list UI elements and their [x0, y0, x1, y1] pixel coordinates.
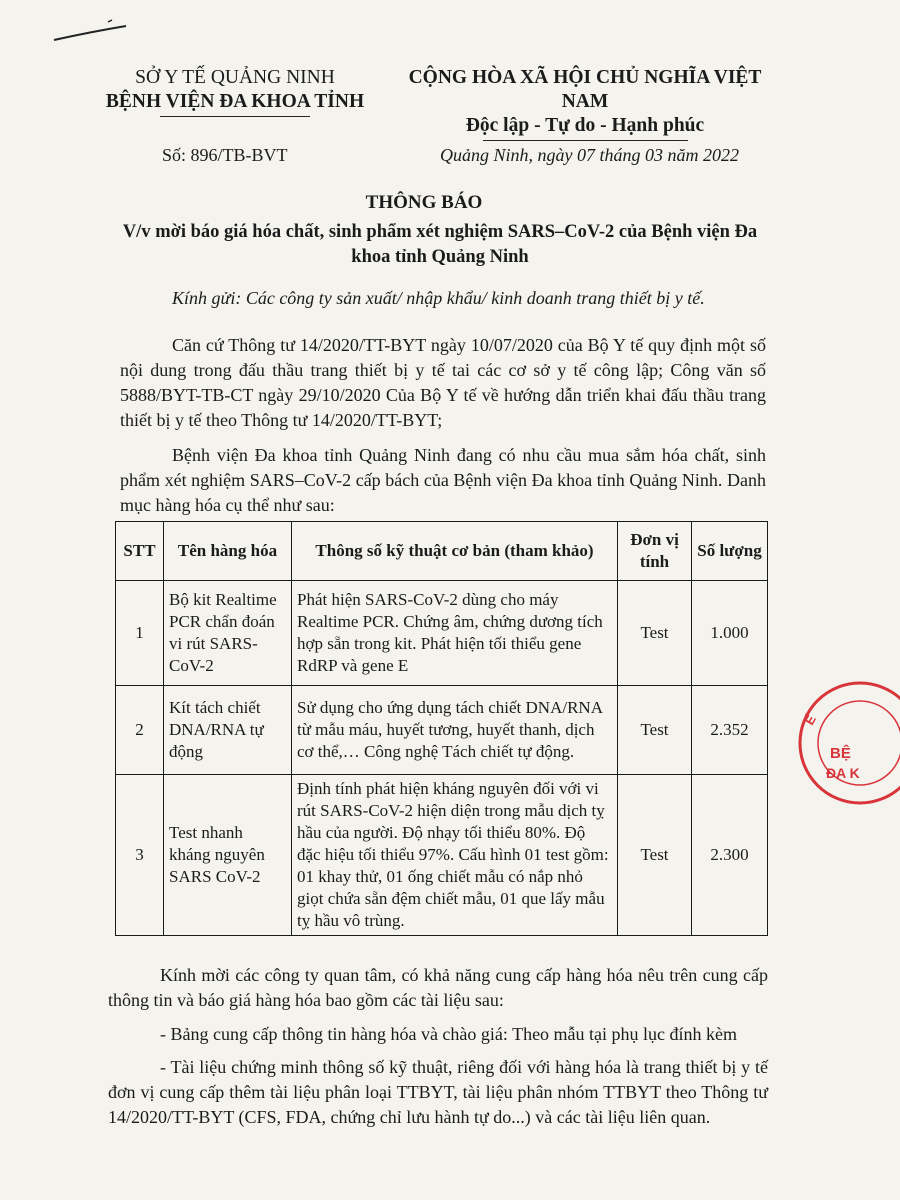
table-row [116, 581, 768, 686]
cell-name: Bộ kit Realtime PCR chẩn đoán vi rút SARS-CoV-2 [164, 581, 292, 686]
pen-mark [50, 18, 130, 48]
cell-qty: 2.352 [692, 686, 768, 775]
cell-qty: 2.300 [692, 775, 768, 936]
legal-basis-paragraph: Căn cứ Thông tư 14/2020/TT-BYT ngày 10/07/2020 của Bộ Y tế quy định một số nội dung trong đấu thầu trang thiết bị y tế tai các cơ sở y tế công lập; Công văn số 5888/BYT-TB-CT ngày 29/10/2020 Của Bộ Y tế về hướng dẫn triển khai đấu thầu trang thiết bị y tế theo Thông tư 14/2020/TT-BYT; [120, 335, 766, 430]
table-row [116, 686, 768, 775]
motto-underline [483, 140, 688, 141]
cell-name: Kít tách chiết DNA/RNA tự động [164, 686, 292, 775]
recipient-line: Kính gửi: Các công ty sản xuất/ nhập khẩu/ kinh doanh trang thiết bị y tế. [172, 288, 705, 308]
national-title: CỘNG HÒA XÃ HỘI CHỦ NGHĨA VIỆT NAM [408, 67, 762, 112]
table-row [116, 775, 768, 936]
header-unit: Đơn vị tính [618, 522, 692, 581]
cell-unit: Test [618, 686, 692, 775]
hospital-seal-stamp [790, 678, 900, 808]
cell-name: Test nhanh kháng nguyên SARS CoV-2 [164, 775, 292, 936]
national-motto: Độc lập - Tự do - Hạnh phúc [465, 115, 705, 136]
invitation-paragraph: Kính mời các công ty quan tâm, có khả năng cung cấp hàng hóa nêu trên cung cấp thông tin và báo giá hàng hóa bao gồm các tài liệu sau: [108, 965, 768, 1010]
table-header-row [116, 522, 768, 581]
svg-text:Ế: Ế [801, 712, 819, 728]
document-title: THÔNG BÁO [365, 192, 483, 213]
header-name: Tên hàng hóa [164, 522, 292, 581]
issuer-underline [160, 116, 310, 117]
header-spec: Thông số kỹ thuật cơ bản (tham khảo) [292, 522, 618, 581]
requirement-item-docs: - Tài liệu chứng minh thông số kỹ thuật, riêng đối với hàng hóa là trang thiết bị y tế đơn vị cung cấp thêm tài liệu phân loại TTBYT, tài liệu phân nhóm TTBYT theo Thông tư 14/2020/TT-BYT (CFS, FDA, chứng chỉ lưu hành tự do...) và các tài liệu liên quan. [108, 1057, 768, 1127]
cell-spec: Định tính phát hiện kháng nguyên đối với vi rút SARS-CoV-2 hiện diện trong mẫu dịch tỵ hầu của người. Độ nhạy tối thiểu 80%. Độ đặc hiệu tối thiểu 97%. Cấu hình 01 test gồm: 01 khay thử, 01 ống chiết mẫu có nắp nhỏ giọt chứa sẵn đệm chiết mẫu, 01 que lấy mẫu tỵ hầu vô trùng. [292, 775, 618, 936]
document-subject: V/v mời báo giá hóa chất, sinh phẩm xét nghiệm SARS–CoV-2 của Bệnh viện Đa khoa tỉnh Quảng Ninh [122, 222, 758, 267]
cell-spec: Sử dụng cho ứng dụng tách chiết DNA/RNA từ mẫu máu, huyết tương, huyết thanh, dịch cơ thể,… Công nghệ Tách chiết tự động. [292, 686, 618, 775]
svg-text:ĐA K: ĐA K [826, 765, 860, 781]
issuer-header [100, 66, 370, 117]
document-date: Quảng Ninh, ngày 07 tháng 03 năm 2022 [440, 145, 739, 165]
cell-unit: Test [618, 581, 692, 686]
svg-text:BỆ: BỆ [830, 745, 851, 762]
cell-qty: 1.000 [692, 581, 768, 686]
cell-stt: 3 [116, 775, 164, 936]
issuer-department: SỞ Y TẾ QUẢNG NINH [135, 67, 335, 88]
need-paragraph: Bệnh viện Đa khoa tỉnh Quảng Ninh đang có nhu cầu mua sắm hóa chất, sinh phẩm xét nghiệm SARS–CoV-2 cấp bách của Bệnh viện Đa khoa tỉnh Quảng Ninh. Danh mục hàng hóa cụ thể như sau: [120, 445, 766, 515]
national-header [385, 66, 785, 141]
header-qty: Số lượng [692, 522, 768, 581]
cell-stt: 2 [116, 686, 164, 775]
cell-unit: Test [618, 775, 692, 936]
requirement-item-quote: - Bảng cung cấp thông tin hàng hóa và chào giá: Theo mẫu tại phụ lục đính kèm [160, 1024, 738, 1044]
goods-table [115, 521, 768, 936]
header-stt: STT [116, 522, 164, 581]
issuer-hospital: BỆNH VIỆN ĐA KHOA TỈNH [105, 91, 365, 112]
cell-spec: Phát hiện SARS-CoV-2 dùng cho máy Realtime PCR. Chứng âm, chứng dương tích hợp sẵn trong kit. Phát hiện tối thiểu gene RdRP và gene E [292, 581, 618, 686]
document-number: Số: 896/TB-BVT [162, 145, 288, 165]
cell-stt: 1 [116, 581, 164, 686]
